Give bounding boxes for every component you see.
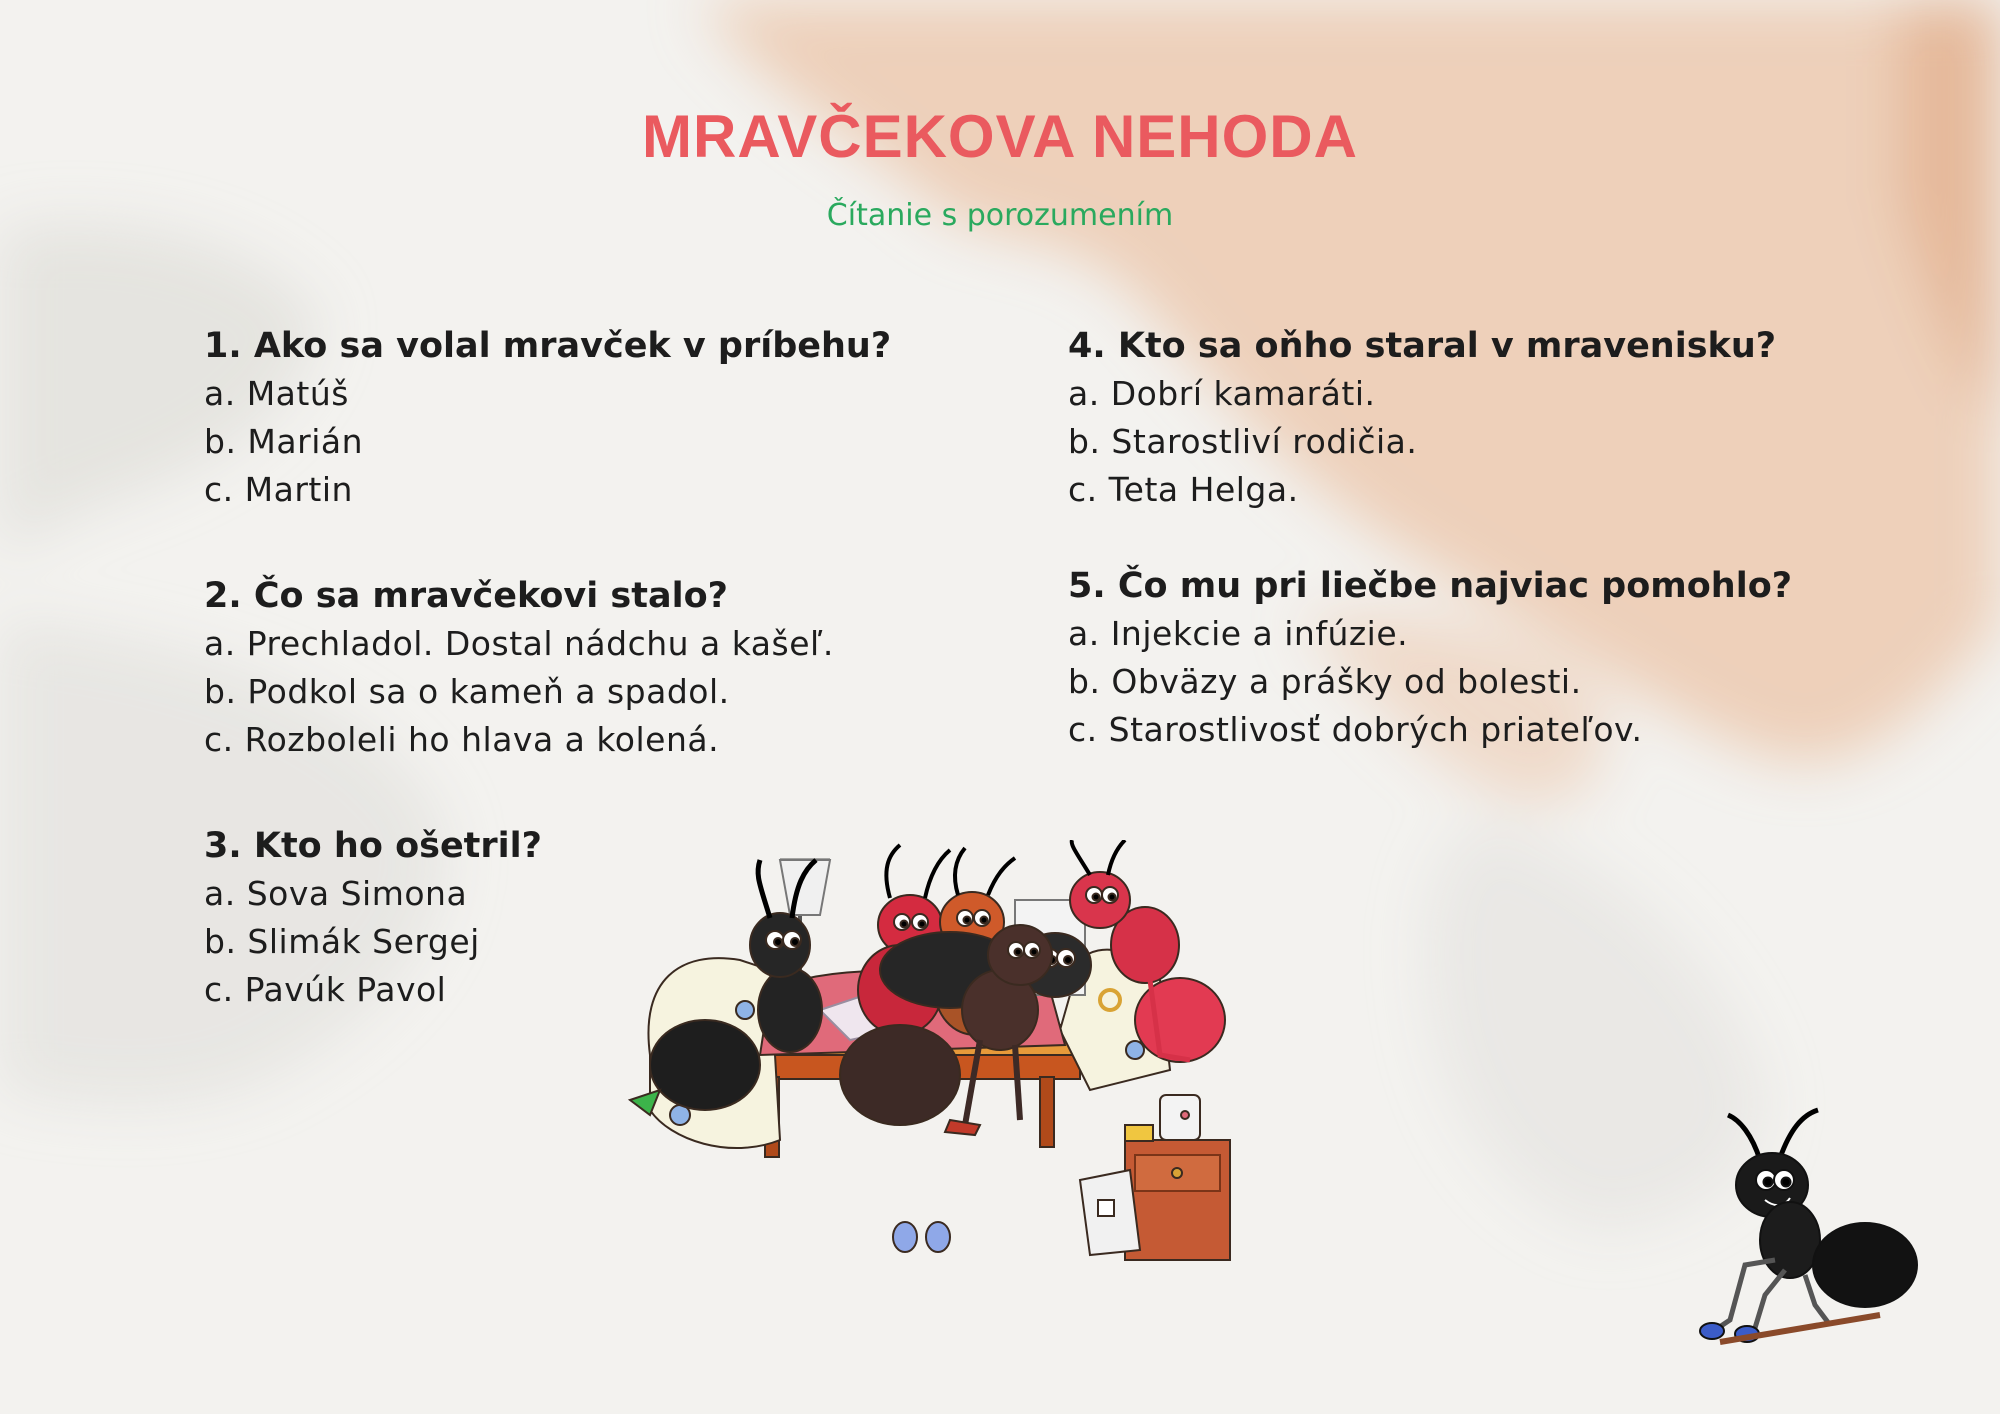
answer-option: c. Rozboleli ho hlava a kolená. — [204, 720, 720, 759]
answer-option: c. Starostlivosť dobrých priateľov. — [1068, 710, 1643, 749]
answer-option: c. Teta Helga. — [1068, 470, 1299, 509]
answer-option: a. Sova Simona — [204, 874, 468, 913]
question-title: 3. Kto ho ošetril? — [204, 826, 542, 866]
answer-option: a. Prechladol. Dostal nádchu a kašeľ. — [204, 624, 834, 663]
answer-option: b. Slimák Sergej — [204, 922, 480, 961]
answer-option: a. Matúš — [204, 374, 349, 413]
question-3 — [204, 826, 542, 1018]
question-title: 5. Čo mu pri liečbe najviac pomohlo? — [1068, 566, 1793, 606]
worksheet-title: MRAVČEKOVA NEHODA — [642, 103, 1358, 170]
ants-around-bed-illustration — [620, 840, 1240, 1280]
question-title: 2. Čo sa mravčekovi stalo? — [204, 576, 728, 616]
answer-option: c. Martin — [204, 470, 353, 509]
answer-option: a. Dobrí kamaráti. — [1068, 374, 1376, 413]
question-5 — [1068, 566, 1792, 758]
question-4 — [1068, 326, 1776, 518]
answer-option: b. Marián — [204, 422, 363, 461]
question-title: 4. Kto sa oňho staral v mravenisku? — [1068, 326, 1777, 366]
worksheet-subtitle: Čítanie s porozumením — [826, 198, 1174, 233]
answer-option: b. Podkol sa o kameň a spadol. — [204, 672, 730, 711]
question-2 — [204, 576, 834, 768]
answer-option: b. Obväzy a prášky od bolesti. — [1068, 662, 1582, 701]
answer-option: b. Starostliví rodičia. — [1068, 422, 1418, 461]
question-title: 1. Ako sa volal mravček v príbehu? — [204, 326, 892, 366]
answer-option: c. Pavúk Pavol — [204, 970, 447, 1009]
question-1 — [204, 326, 891, 518]
sitting-ant-illustration — [1690, 1090, 1930, 1350]
answer-option: a. Injekcie a infúzie. — [1068, 614, 1409, 653]
